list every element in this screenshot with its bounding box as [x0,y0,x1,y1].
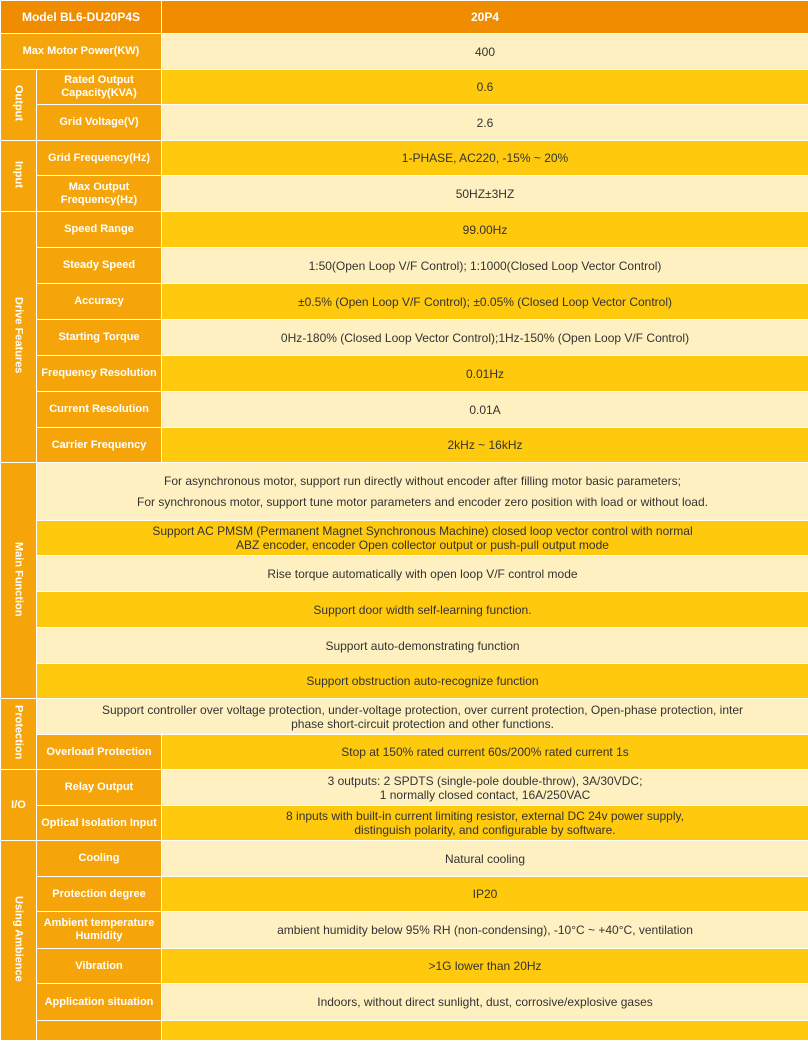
row-label: Protection degree [37,877,162,912]
table-row [1,912,808,949]
row-value: 0.6 [162,70,808,105]
table-row [1,428,808,463]
row-value: 1:50(Open Loop V/F Control); 1:1000(Closed Loop Vector Control) [162,248,808,284]
row-label: Grid Frequency(Hz) [37,141,162,176]
table-row [1,735,808,770]
row-value: Support obstruction auto-recognize function [37,664,808,699]
row-value: ±0.5% (Open Loop V/F Control); ±0.05% (Closed Loop Vector Control) [162,284,808,320]
row-value: 2.6 [162,105,808,141]
row-line: Support controller over voltage protection, under-voltage protection, over current protection, Open-phase protection, inter [41,703,804,717]
table-row [1,699,808,735]
row-label: Ambient temperature Humidity [37,912,162,949]
group-using-ambience: Using Ambience [1,841,37,1041]
table-row [1,770,808,806]
row-label: Max Motor Power(KW) [1,34,162,70]
row-value: 99.00Hz [162,212,808,248]
table-row [1,284,808,320]
row-label: Overload Protection [37,735,162,770]
model-value: 20P4 [162,1,808,34]
row-value [162,770,808,806]
row-label: Grid Voltage(V) [37,105,162,141]
row-label: Steady Speed [37,248,162,284]
group-output: Output [1,70,37,141]
row-value: 0Hz-180% (Closed Loop Vector Control);1Hz-150% (Open Loop V/F Control) [162,320,808,356]
row-value: 0.01Hz [162,356,808,392]
row-value: 0.01A [162,392,808,428]
row-label: Frequency Resolution [37,356,162,392]
table-row [1,984,808,1021]
row-value: Support auto-demonstrating function [37,628,808,664]
row-line: 1 normally closed contact, 16A/250VAC [166,788,804,802]
row-label: Optical Isolation Input [37,806,162,841]
row-value [37,521,808,556]
row-line: For synchronous motor, support tune motor parameters and encoder zero position with load or without load. [41,492,804,513]
row-label: Rated Output Capacity(KVA) [37,70,162,105]
table-row [1,841,808,877]
group-main-function: Main Function [1,463,37,699]
table-row [1,664,808,699]
table-row [1,877,808,912]
group-drive-features: Drive Features [1,212,37,463]
row-value [162,806,808,841]
row-line: distinguish polarity, and configurable by software. [166,823,804,837]
table-row [1,463,808,521]
table-row [1,248,808,284]
table-row [1,521,808,556]
row-value: Support door width self-learning function. [37,592,808,628]
row-value: Rise torque automatically with open loop V/F control mode [37,556,808,592]
row-label: Application situation [37,984,162,1021]
row-value: Natural cooling [162,841,808,877]
row-value: Stop at 150% rated current 60s/200% rated current 1s [162,735,808,770]
row-line: phase short-circuit protection and other functions. [41,717,804,731]
group-input: Input [1,141,37,212]
table-row [1,806,808,841]
row-value: 2kHz ~ 16kHz [162,428,808,463]
table-row [1,592,808,628]
row-label: Current Resolution [37,392,162,428]
row-label: Speed Range [37,212,162,248]
row-label: Starting Torque [37,320,162,356]
row-line: For asynchronous motor, support run directly without encoder after filling motor basic parameters; [41,471,804,492]
row-label: Relay Output [37,770,162,806]
model-label: Model BL6-DU20P4S [1,1,162,34]
row-line: 3 outputs: 2 SPDTS (single-pole double-throw), 3A/30VDC; [166,774,804,788]
table-row [1,356,808,392]
row-value [37,463,808,521]
table-row [1,212,808,248]
row-value: IP20 [162,877,808,912]
table-row [1,556,808,592]
table-row [1,70,808,105]
row-value: 400 [162,34,808,70]
row-line: ABZ encoder, encoder Open collector output or push-pull output mode [41,538,804,552]
row-value [37,699,808,735]
row-label: Cooling [37,841,162,877]
table-row [1,141,808,176]
row-value: >1G lower than 20Hz [162,949,808,984]
table-row [1,392,808,428]
row-label: Max Output Frequency(Hz) [37,176,162,212]
table-header-row [1,1,808,34]
row-value: ambient humidity below 95% RH (non-condensing), -10°C ~ +40°C, ventilation [162,912,808,949]
row-label: Carrier Frequency [37,428,162,463]
table-row [1,949,808,984]
row-value: 50HZ±3HZ [162,176,808,212]
group-protection: Protection [1,699,37,770]
group-io: I/O [1,770,37,841]
row-value: 1-PHASE, AC220, -15% ~ 20% [162,141,808,176]
row-label: Vibration [37,949,162,984]
table-row [1,176,808,212]
table-row [1,628,808,664]
table-row [1,105,808,141]
row-value: Indoors, without direct sunlight, dust, corrosive/explosive gases [162,984,808,1021]
row-label: Accuracy [37,284,162,320]
row-line: Support AC PMSM (Permanent Magnet Synchronous Machine) closed loop vector control with normal [41,524,804,538]
row-line: 8 inputs with built-in current limiting resistor, external DC 24v power supply, [166,809,804,823]
table-row [1,320,808,356]
table-row [1,34,808,70]
